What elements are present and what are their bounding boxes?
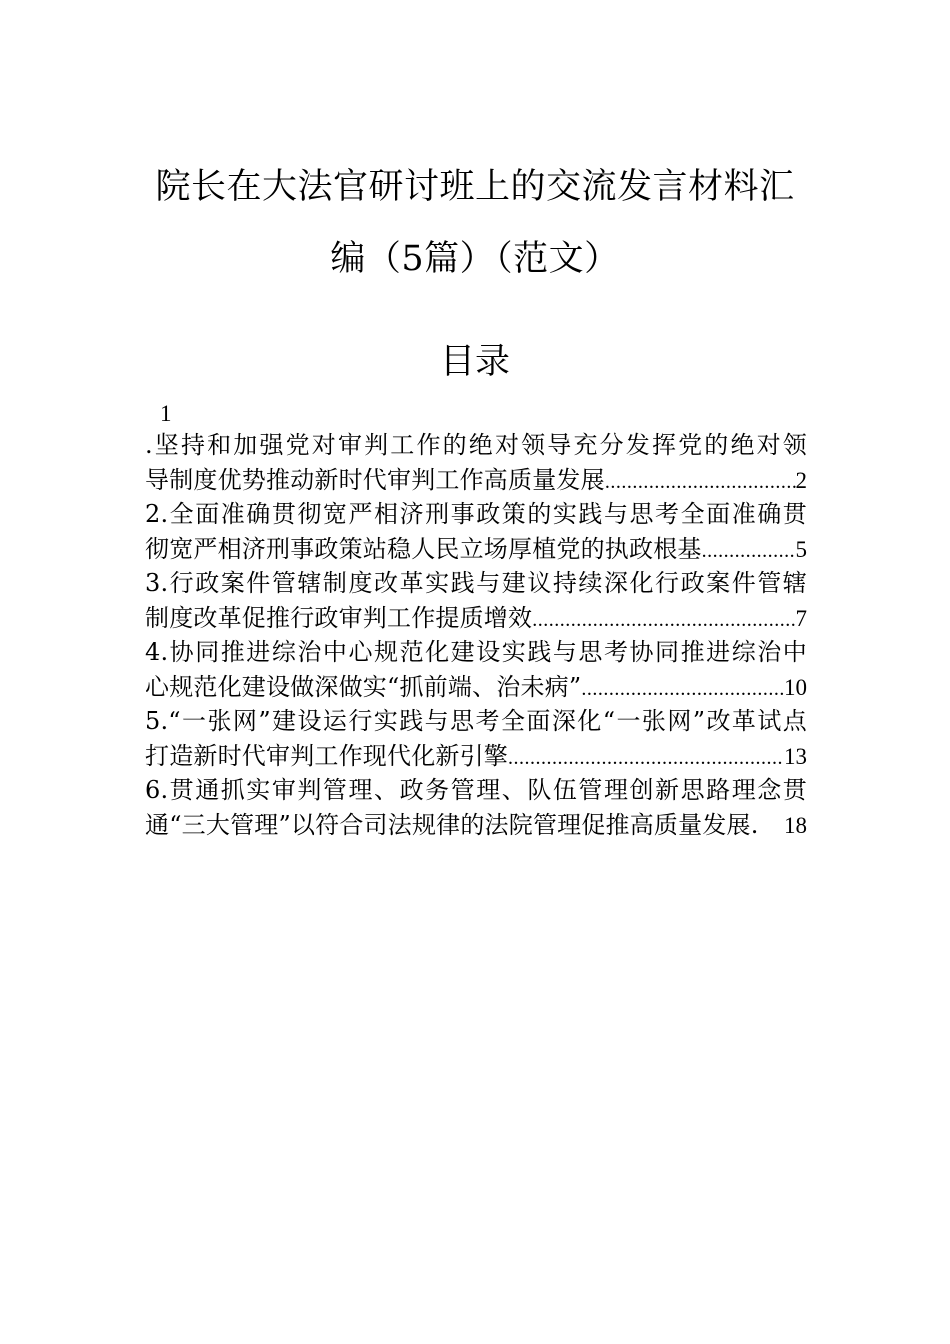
toc-page-number: 10	[784, 674, 807, 700]
toc-leader-dots	[605, 465, 796, 498]
toc-line-text: 导制度优势推动新时代审判工作高质量发展	[145, 465, 605, 494]
toc-line[interactable]	[145, 635, 807, 670]
toc-line[interactable]	[145, 704, 807, 739]
toc-page-number: 18	[784, 812, 807, 838]
toc-line[interactable]	[145, 566, 807, 601]
document-title-line-1: 院长在大法官研讨班上的交流发言材料汇	[155, 167, 795, 207]
table-of-contents	[145, 428, 807, 842]
toc-line-text: 制度改革促推行政审判工作提质增效	[145, 603, 533, 632]
toc-line-text: 通“三大管理”以符合司法规律的法院管理促推高质量发展.	[145, 810, 759, 839]
toc-line-text: 6.贯通抓实审判管理、政务管理、队伍管理创新思路理念贯	[145, 776, 807, 804]
toc-page-number: 13	[784, 743, 807, 769]
document-title-line-2: 编（5篇）（范文）	[330, 239, 620, 279]
toc-line[interactable]	[145, 739, 807, 774]
toc-line-text: 打造新时代审判工作现代化新引擎	[145, 741, 508, 770]
toc-line[interactable]	[145, 428, 807, 463]
toc-line-text: 2.全面准确贯彻宽严相济刑事政策的实践与思考全面准确贯	[145, 500, 807, 528]
toc-line[interactable]	[145, 773, 807, 808]
toc-leader-dots	[702, 534, 796, 567]
toc-line[interactable]	[145, 670, 807, 705]
toc-line[interactable]	[145, 808, 807, 843]
toc-line-text: 4.协同推进综治中心规范化建设实践与思考协同推进综治中	[145, 638, 807, 666]
toc-page-number: 5	[795, 536, 807, 562]
toc-heading: 目录	[439, 342, 510, 382]
toc-line[interactable]	[145, 497, 807, 532]
toc-line-text: .坚持和加强党对审判工作的绝对领导充分发挥党的绝对领	[145, 431, 807, 459]
toc-leader-dots	[581, 672, 784, 705]
toc-line[interactable]	[145, 601, 807, 636]
toc-page-number: 2	[795, 467, 807, 493]
toc-line[interactable]	[145, 532, 807, 567]
toc-line-text: 5.“一张网”建设运行实践与思考全面深化“一张网”改革试点	[145, 707, 807, 735]
toc-first-number: 1	[160, 401, 172, 426]
toc-line[interactable]	[145, 463, 807, 498]
toc-leader-dots	[508, 741, 784, 774]
toc-leader-dots	[532, 603, 795, 636]
toc-line-text: 彻宽严相济刑事政策站稳人民立场厚植党的执政根基	[145, 534, 702, 563]
toc-line-text: 3.行政案件管辖制度改革实践与建议持续深化行政案件管辖	[145, 569, 807, 597]
toc-page-number: 7	[795, 605, 807, 631]
toc-line-text: 心规范化建设做深做实“抓前端、治未病”	[145, 672, 582, 701]
